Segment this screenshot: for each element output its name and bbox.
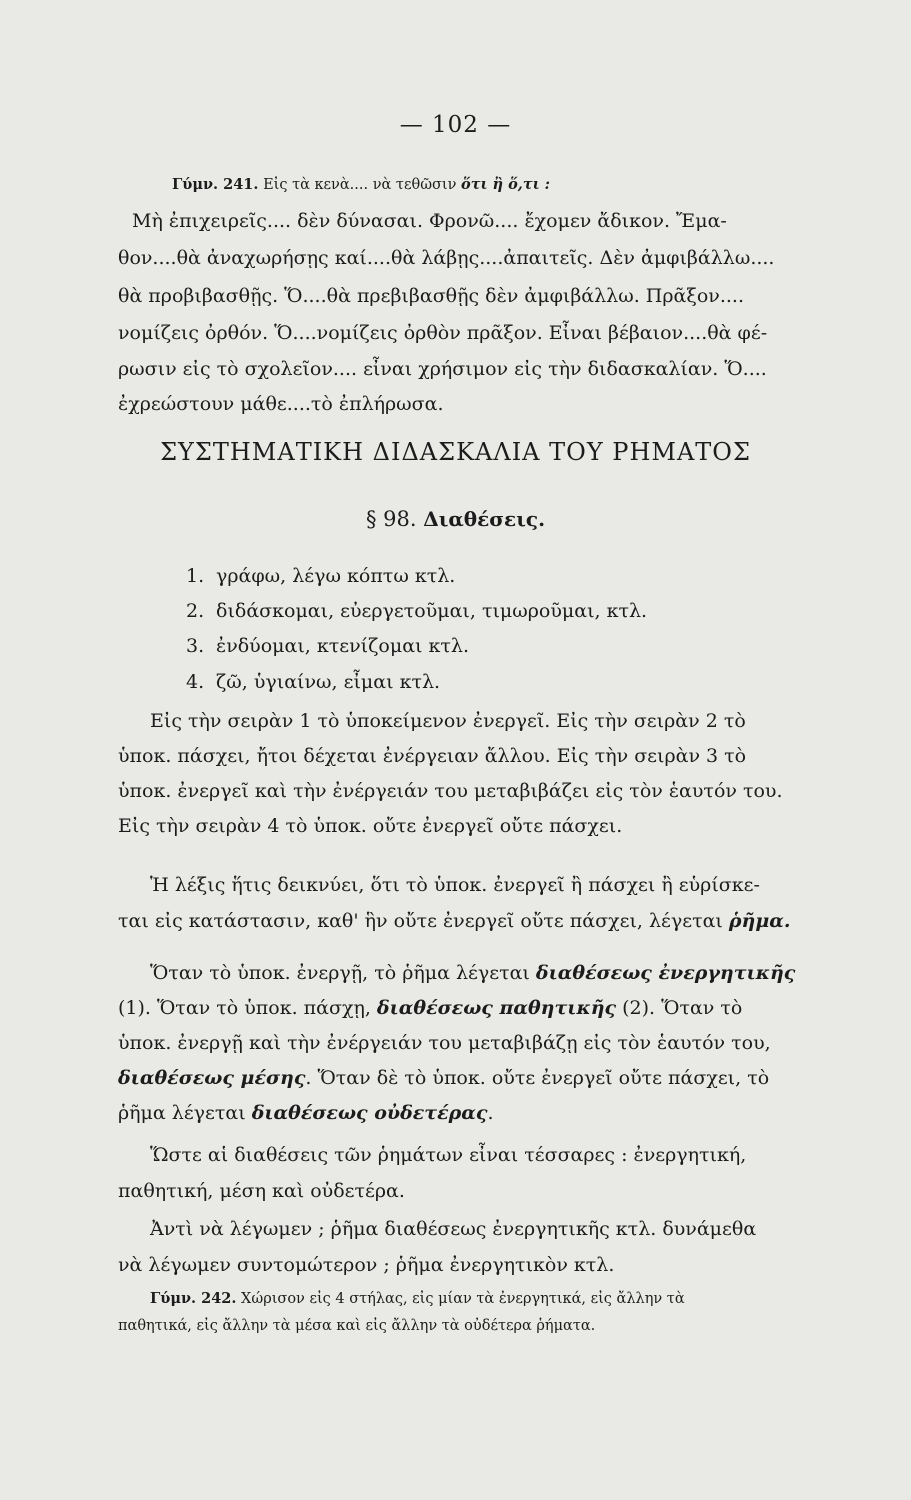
paragraph-3-emph: διαθέσεως παθητικῆς	[376, 997, 617, 1019]
paragraph-1-line-4: Εἰς τὴν σειρὰν 4 τὸ ὑποκ. οὔτε ἐνεργεῖ οὔτε πάσχει.	[118, 815, 623, 837]
paragraph-3-text: ῥῆμα λέγεται	[118, 1102, 252, 1124]
exercise-line-4: νομίζεις ὀρθόν. Ὅ....νομίζεις ὀρθὸν πρᾶξον. Εἶναι βέβαιον....θὰ φέ-	[118, 322, 768, 344]
exercise-241-header	[172, 176, 550, 193]
paragraph-1-line-3: ὑποκ. ἐνεργεῖ καὶ τὴν ἐνέργειάν του μεταβιβάζει εἰς τὸν ἑαυτόν του.	[118, 780, 783, 802]
list-item-text: ἐνδύομαι, κτενίζομαι κτλ.	[216, 635, 469, 657]
list-item-number: 3.	[186, 635, 205, 657]
paragraph-5-line-1: Ἀντὶ νὰ λέγωμεν ; ῥῆμα διαθέσεως ἐνεργητικῆς κτλ. δυνάμεθα	[150, 1218, 757, 1240]
paragraph-3-line-5	[118, 1102, 494, 1124]
section-number: § 98.	[365, 507, 417, 531]
paragraph-4-line-2: παθητική, μέση καὶ οὐδετέρα.	[118, 1180, 405, 1202]
paragraph-3-line-4	[118, 1067, 769, 1089]
list-item	[186, 565, 455, 587]
paragraph-3-text: (1). Ὅταν τὸ ὑποκ. πάσχῃ,	[118, 997, 377, 1019]
paragraph-1-line-1: Εἰς τὴν σειρὰν 1 τὸ ὑποκείμενον ἐνεργεῖ. Εἰς τὴν σειρὰν 2 τὸ	[150, 710, 746, 732]
paragraph-3-emph: διαθέσεως μέσης	[118, 1067, 306, 1089]
paragraph-1-line-2: ὑποκ. πάσχει, ἤτοι δέχεται ἐνέργειαν ἄλλου. Εἰς τὴν σειρὰν 3 τὸ	[118, 745, 747, 767]
paragraph-2-text: ται εἰς κατάστασιν, καθ' ἣν οὔτε ἐνεργεῖ οὔτε πάσχει, λέγεται	[118, 910, 729, 932]
exercise-242-line-2: παθητικά, εἰς ἄλλην τὰ μέσα καὶ εἰς ἄλλην τὰ οὐδέτερα ῥήματα.	[118, 1318, 596, 1334]
list-item-text: γράφω, λέγω κόπτω κτλ.	[216, 565, 456, 587]
exercise-line-5: ρωσιν εἰς τὸ σχολεῖον.... εἶναι χρήσιμον εἰς τὴν διδασκαλίαν. Ὅ....	[118, 358, 767, 380]
paragraph-5-line-2: νὰ λέγωμεν συντομώτερον ; ῥῆμα ἐνεργητικὸν κτλ.	[118, 1254, 615, 1276]
exercise-242-line-1	[150, 1290, 685, 1307]
exercise-line-1: Μὴ ἐπιχειρεῖς.... δὲν δύνασαι. Φρονῶ.... ἔχομεν ἄδικον. Ἔμα-	[132, 210, 727, 232]
section-title: Διαθέσεις.	[423, 507, 546, 531]
list-item	[186, 600, 647, 622]
paragraph-2-line-2	[118, 910, 791, 932]
exercise-242-label: Γύμν. 242.	[150, 1290, 237, 1307]
paragraph-3-line-3: ὑποκ. ἐνεργῇ καὶ τὴν ἐνέργειάν του μεταβιβάζῃ εἰς τὸν ἑαυτόν του,	[118, 1032, 771, 1054]
exercise-241-label: Γύμν. 241.	[172, 176, 259, 193]
list-item-number: 2.	[186, 600, 205, 622]
paragraph-3-emph: διαθέσεως ἐνεργητικῆς	[535, 962, 796, 984]
exercise-242-text: Χώρισον εἰς 4 στήλας, εἰς μίαν τὰ ἐνεργητικά, εἰς ἄλλην τὰ	[236, 1291, 685, 1307]
paragraph-3-text: Ὅταν τὸ ὑποκ. ἐνεργῇ, τὸ ῥῆμα λέγεται	[150, 962, 536, 984]
exercise-line-3: θὰ προβιβασθῇς. Ὅ....θὰ πρεβιβασθῇς δὲν ἀμφιβάλλω. Πρᾶξον....	[118, 285, 744, 307]
exercise-line-2: θον....θὰ ἀναχωρήσῃς καί....θὰ λάβῃς....ἀπαιτεῖς. Δὲν ἀμφιβάλλω....	[118, 247, 775, 269]
page-number: — 102 —	[399, 112, 512, 138]
chapter-heading: ΣΥΣΤΗΜΑΤΙΚΗ ΔΙΔΑΣΚΑΛΙΑ ΤΟΥ ΡΗΜΑΤΟΣ	[160, 438, 751, 466]
paragraph-3-line-1	[150, 962, 795, 984]
paragraph-2-emph: ῥῆμα.	[728, 910, 791, 932]
exercise-line-6: ἐχρεώστουν μάθε....τὸ ἐπλήρωσα.	[118, 393, 444, 415]
list-item-text: ζῶ, ὑγιαίνω, εἶμαι κτλ.	[216, 671, 441, 693]
list-item	[186, 635, 469, 657]
list-item-number: 1.	[186, 565, 205, 587]
paragraph-4-line-1: Ὥστε αἱ διαθέσεις τῶν ῥημάτων εἶναι τέσσαρες : ἐνεργητική,	[150, 1144, 747, 1166]
paragraph-3-emph: διαθέσεως οὐδετέρας	[251, 1102, 488, 1124]
exercise-241-emph: ὅτι ἢ ὅ,τι :	[461, 176, 551, 193]
paragraph-3-text: (2). Ὅταν τὸ	[616, 997, 743, 1019]
list-item-text: διδάσκομαι, εὐεργετοῦμαι, τιμωροῦμαι, κτλ.	[216, 600, 648, 622]
paragraph-3-text: .	[487, 1102, 494, 1124]
list-item-number: 4.	[186, 671, 205, 693]
paragraph-3-text: . Ὅταν δὲ τὸ ὑποκ. οὔτε ἐνεργεῖ οὔτε πάσχει, τὸ	[305, 1067, 770, 1089]
section-heading	[0, 507, 911, 531]
paragraph-2-line-1: Ἡ λέξις ἥτις δεικνύει, ὅτι τὸ ὑποκ. ἐνεργεῖ ἢ πάσχει ἢ εὑρίσκε-	[150, 874, 760, 896]
exercise-241-text: Εἰς τὰ κενὰ.... νὰ τεθῶσιν	[263, 177, 462, 193]
paragraph-3-line-2	[118, 997, 742, 1019]
list-item	[186, 671, 440, 693]
